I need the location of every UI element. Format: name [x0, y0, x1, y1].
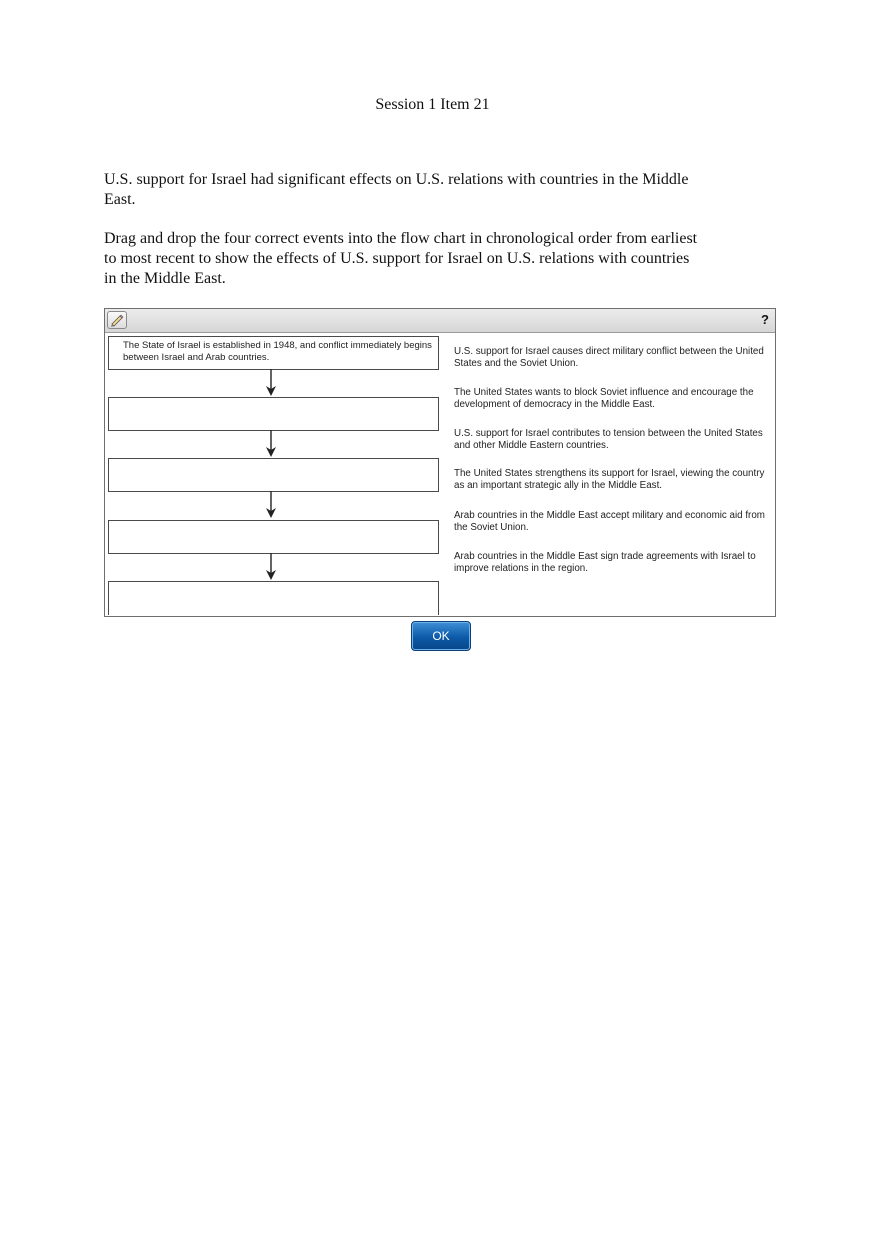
- flowchart-box-1: The State of Israel is established in 1948, and conflict immediately begins between Israel and Arab countries.: [108, 336, 439, 370]
- draggable-option-5[interactable]: Arab countries in the Middle East accept military and economic aid from the Soviet Union.: [454, 510, 765, 533]
- draggable-option-6[interactable]: Arab countries in the Middle East sign trade agreements with Israel to improve relations in the region.: [454, 551, 756, 574]
- down-arrow-icon: [265, 430, 277, 458]
- flowchart-drop-slot-3[interactable]: [108, 520, 439, 554]
- help-icon[interactable]: ?: [761, 312, 769, 327]
- panel-toolbar: [105, 309, 775, 333]
- draggable-option-2[interactable]: The United States wants to block Soviet influence and encourage the development of democracy in the Middle East.: [454, 387, 754, 410]
- intro-paragraph: U.S. support for Israel had significant effects on U.S. relations with countries in the Middle East.: [104, 171, 689, 208]
- down-arrow-icon: [265, 369, 277, 397]
- instruction-paragraph: Drag and drop the four correct events into the flow chart in chronological order from earliest to most recent to show the effects of U.S. support for Israel on U.S. relations with countries in the Middle East.: [104, 230, 698, 287]
- drag-drop-panel: [104, 308, 776, 617]
- flowchart-drop-slot-4[interactable]: [108, 581, 439, 615]
- flowchart-drop-slot-2[interactable]: [108, 458, 439, 492]
- ok-button[interactable]: OK: [411, 621, 471, 651]
- draggable-option-3[interactable]: U.S. support for Israel contributes to tension between the United States and other Middle Eastern countries.: [454, 428, 763, 451]
- draggable-option-4[interactable]: The United States strengthens its support for Israel, viewing the country as an important strategic ally in the Middle East.: [454, 468, 765, 491]
- flowchart-drop-slot-1[interactable]: [108, 397, 439, 431]
- draggable-option-1[interactable]: U.S. support for Israel causes direct military conflict between the United States and the Soviet Union.: [454, 346, 764, 369]
- pencil-icon[interactable]: [107, 311, 127, 329]
- down-arrow-icon: [265, 491, 277, 519]
- down-arrow-icon: [265, 553, 277, 581]
- page-title: Session 1 Item 21: [375, 96, 490, 113]
